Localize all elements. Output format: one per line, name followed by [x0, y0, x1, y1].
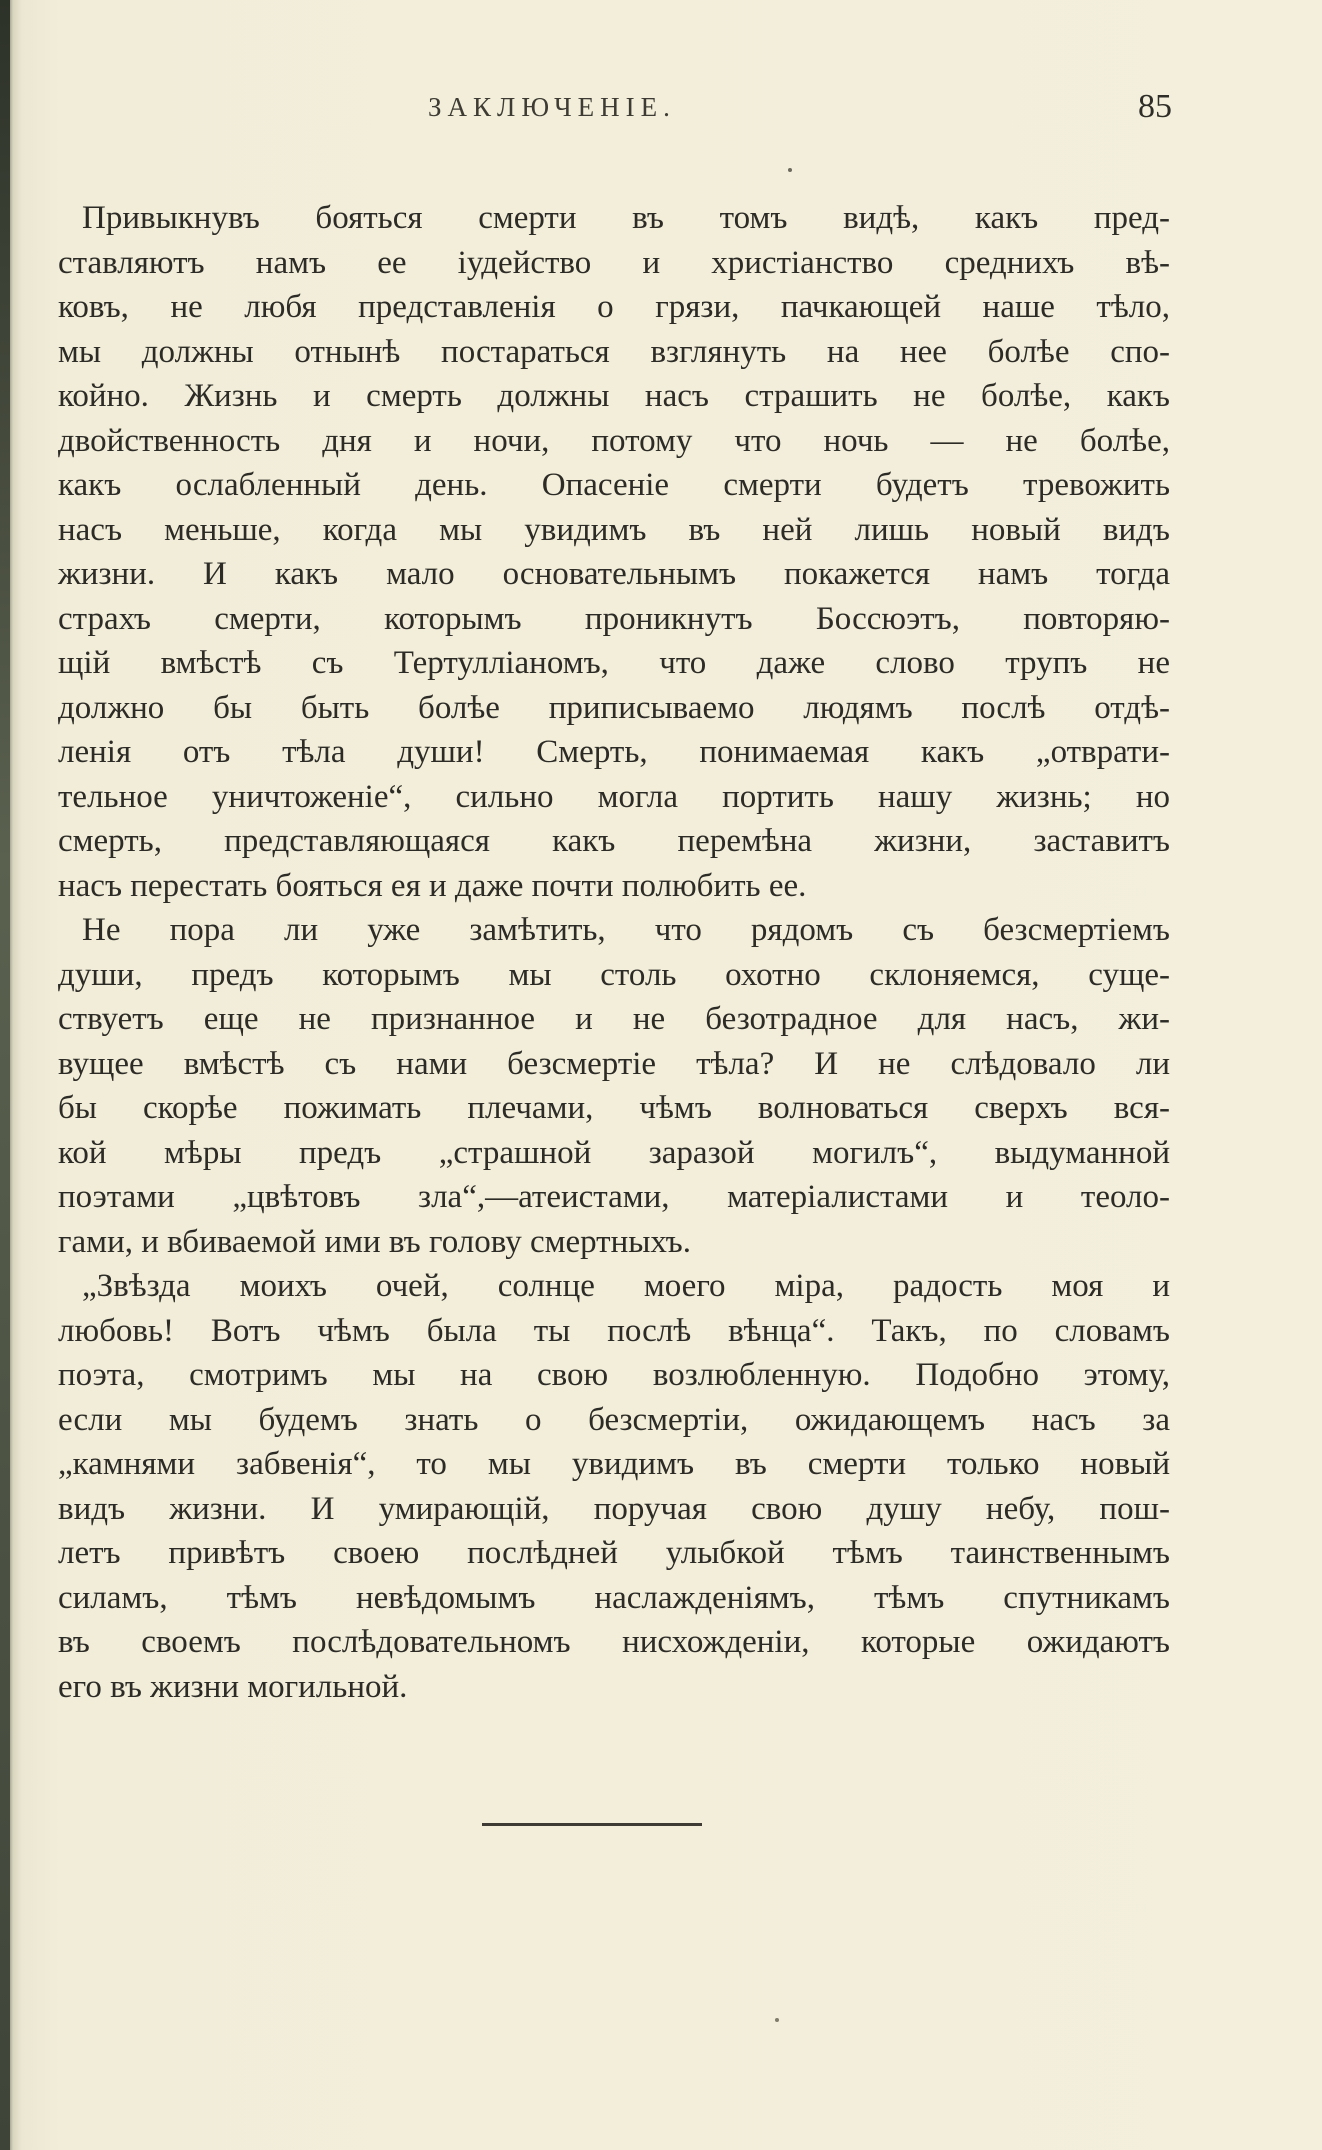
- running-head: [70, 88, 1172, 142]
- text-line: смерть, представляющаяся какъ перемѣна жизни, заставитъ: [58, 823, 1170, 859]
- text-line: души, предъ которымъ мы столь охотно склоняемся, суще-: [58, 956, 1170, 993]
- text-line: мы должны отнынѣ постараться взглянуть на нее болѣе спо-: [58, 333, 1170, 370]
- text-line: ставляютъ намъ ее іудейство и христіанство среднихъ вѣ-: [58, 244, 1170, 281]
- text-line: „камнями забвенія“, то мы увидимъ въ смерти только новый: [58, 1446, 1170, 1482]
- text-line: насъ перестать бояться ея и даже почти полюбить ее.: [58, 867, 807, 904]
- text-line: насъ меньше, когда мы увидимъ въ ней лишь новый видъ: [58, 511, 1170, 548]
- text-line: любовь! Вотъ чѣмъ была ты послѣ вѣнца“. Такъ, по словамъ: [58, 1312, 1170, 1349]
- text-line: если мы будемъ знать о безсмертіи, ожидающемъ насъ за: [58, 1401, 1170, 1438]
- section-end-rule: [482, 1823, 702, 1826]
- text-line: щій вмѣстѣ съ Тертулліаномъ, что даже слово трупъ не: [58, 645, 1170, 681]
- text-line: двойственность дня и ночи, потому что ночь — не болѣе,: [58, 422, 1170, 459]
- text-line: ленія отъ тѣла души! Смерть, понимаемая какъ „отврати-: [58, 734, 1170, 770]
- text-line: ствуетъ еще не признанное и не безотрадное для насъ, жи-: [58, 1001, 1170, 1037]
- text-line: летъ привѣтъ своею послѣдней улыбкой тѣмъ таинственнымъ: [58, 1535, 1170, 1571]
- text-line: „Звѣзда моихъ очей, солнце моего міра, радость моя и: [82, 1268, 1170, 1304]
- binding-gutter: [0, 0, 10, 2150]
- text-line: тельное уничтоженіе“, сильно могла портить нашу жизнь; но: [58, 778, 1170, 815]
- text-line: поэта, смотримъ мы на свою возлюбленную. Подобно этому,: [58, 1357, 1170, 1393]
- body-text: [58, 196, 1170, 1709]
- text-line: въ своемъ послѣдовательномъ нисхожденіи, которые ожидаютъ: [58, 1624, 1170, 1660]
- text-line: бы скорѣе пожимать плечами, чѣмъ волноваться сверхъ вся-: [58, 1090, 1170, 1126]
- text-line: видъ жизни. И умирающій, поручая свою душу небу, пош-: [58, 1490, 1170, 1527]
- text-line: страхъ смерти, которымъ проникнутъ Боссюэтъ, повторяю-: [58, 600, 1170, 637]
- text-line: поэтами „цвѣтовъ зла“,—атеистами, матеріалистами и теоло-: [58, 1179, 1170, 1215]
- text-line: Привыкнувъ бояться смерти въ томъ видѣ, какъ пред-: [82, 200, 1170, 236]
- text-line: должно бы быть болѣе приписываемо людямъ послѣ отдѣ-: [58, 689, 1170, 726]
- text-line: гами, и вбиваемой ими въ голову смертныхъ.: [58, 1223, 691, 1260]
- text-line: кой мѣры предъ „страшной заразой могилъ“, выдуманной: [58, 1134, 1170, 1171]
- text-line: его въ жизни могильной.: [58, 1668, 408, 1705]
- page-number: 85: [1138, 88, 1172, 125]
- text-line: какъ ослабленный день. Опасеніе смерти будетъ тревожить: [58, 467, 1170, 503]
- running-title: ЗАКЛЮЧЕНІЕ.: [428, 92, 676, 122]
- ink-speck: [775, 2018, 779, 2022]
- ink-speck: [788, 168, 792, 172]
- text-line: ковъ, не любя представленія о грязи, пачкающей наше тѣло,: [58, 289, 1170, 325]
- text-line: силамъ, тѣмъ невѣдомымъ наслажденіямъ, тѣмъ спутникамъ: [58, 1579, 1170, 1616]
- text-line: койно. Жизнь и смерть должны насъ страшить не болѣе, какъ: [58, 378, 1170, 414]
- text-line: вущее вмѣстѣ съ нами безсмертіе тѣла? И не слѣдовало ли: [58, 1045, 1170, 1082]
- text-line: жизни. И какъ мало основательнымъ покажется намъ тогда: [58, 556, 1170, 592]
- text-line: Не пора ли уже замѣтить, что рядомъ съ безсмертіемъ: [82, 912, 1170, 948]
